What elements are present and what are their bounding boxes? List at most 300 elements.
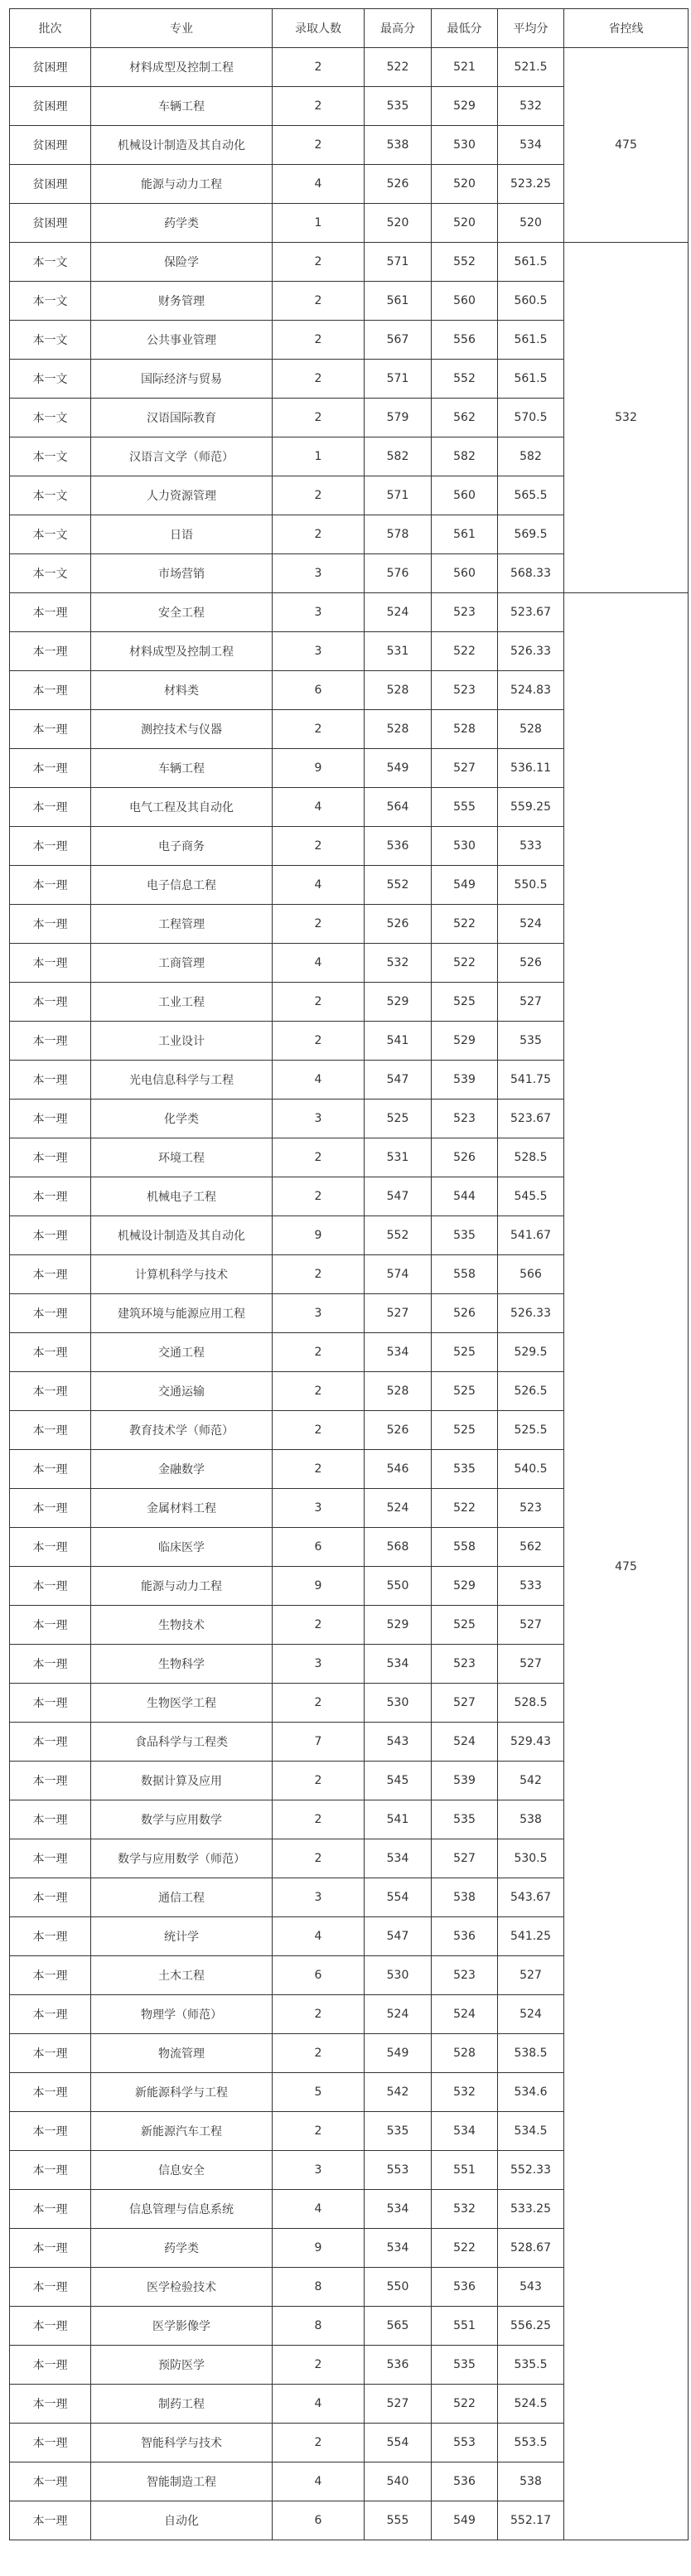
major-cell: 工业设计 bbox=[91, 1022, 273, 1061]
avg-score-cell: 523 bbox=[498, 1489, 564, 1528]
avg-score-cell: 561.5 bbox=[498, 321, 564, 360]
min-score-cell: 528 bbox=[432, 2034, 498, 2073]
count-cell: 3 bbox=[273, 2151, 365, 2190]
min-score-cell: 529 bbox=[432, 1567, 498, 1606]
count-cell: 2 bbox=[273, 2424, 365, 2462]
batch-cell: 本一理 bbox=[10, 2346, 91, 2385]
avg-score-cell: 524.5 bbox=[498, 2385, 564, 2424]
min-score-cell: 562 bbox=[432, 399, 498, 437]
batch-cell: 本一理 bbox=[10, 1645, 91, 1684]
batch-cell: 本一理 bbox=[10, 905, 91, 944]
major-cell: 国际经济与贸易 bbox=[91, 360, 273, 399]
avg-score-cell: 533 bbox=[498, 1567, 564, 1606]
avg-score-cell: 538.5 bbox=[498, 2034, 564, 2073]
min-score-cell: 523 bbox=[432, 671, 498, 710]
avg-score-cell: 528.5 bbox=[498, 1684, 564, 1723]
min-score-cell: 549 bbox=[432, 2501, 498, 2540]
major-cell: 数据计算及应用 bbox=[91, 1762, 273, 1800]
max-score-cell: 534 bbox=[365, 2229, 432, 2268]
batch-cell: 本一文 bbox=[10, 321, 91, 360]
min-score-cell: 553 bbox=[432, 2424, 498, 2462]
batch-cell: 本一理 bbox=[10, 1606, 91, 1645]
avg-score-cell: 521.5 bbox=[498, 48, 564, 87]
batch-cell: 贫困理 bbox=[10, 48, 91, 87]
count-cell: 2 bbox=[273, 476, 365, 515]
batch-cell: 本一理 bbox=[10, 1995, 91, 2034]
max-score-cell: 547 bbox=[365, 1061, 432, 1100]
batch-cell: 本一理 bbox=[10, 1372, 91, 1411]
avg-score-cell: 570.5 bbox=[498, 399, 564, 437]
batch-cell: 本一理 bbox=[10, 710, 91, 749]
avg-score-cell: 526.33 bbox=[498, 632, 564, 671]
max-score-cell: 554 bbox=[365, 1878, 432, 1917]
max-score-cell: 534 bbox=[365, 1333, 432, 1372]
count-cell: 9 bbox=[273, 749, 365, 788]
avg-score-cell: 526 bbox=[498, 944, 564, 983]
min-score-cell: 582 bbox=[432, 437, 498, 476]
avg-score-cell: 542 bbox=[498, 1762, 564, 1800]
batch-cell: 本一理 bbox=[10, 2190, 91, 2229]
max-score-cell: 534 bbox=[365, 1839, 432, 1878]
count-cell: 4 bbox=[273, 2462, 365, 2501]
batch-cell: 本一理 bbox=[10, 1528, 91, 1567]
count-cell: 2 bbox=[273, 1022, 365, 1061]
count-cell: 3 bbox=[273, 1489, 365, 1528]
max-score-cell: 576 bbox=[365, 554, 432, 593]
min-score-cell: 526 bbox=[432, 1138, 498, 1177]
major-cell: 机械设计制造及其自动化 bbox=[91, 126, 273, 165]
min-score-cell: 530 bbox=[432, 126, 498, 165]
max-score-cell: 545 bbox=[365, 1762, 432, 1800]
batch-cell: 本一文 bbox=[10, 360, 91, 399]
min-score-cell: 522 bbox=[432, 944, 498, 983]
major-cell: 信息管理与信息系统 bbox=[91, 2190, 273, 2229]
batch-cell: 本一文 bbox=[10, 243, 91, 282]
avg-score-cell: 527 bbox=[498, 1606, 564, 1645]
batch-cell: 贫困理 bbox=[10, 204, 91, 243]
max-score-cell: 546 bbox=[365, 1450, 432, 1489]
major-cell: 数学与应用数学（师范） bbox=[91, 1839, 273, 1878]
avg-score-cell: 566 bbox=[498, 1255, 564, 1294]
batch-cell: 本一理 bbox=[10, 1684, 91, 1723]
count-cell: 2 bbox=[273, 1372, 365, 1411]
min-score-cell: 535 bbox=[432, 1216, 498, 1255]
count-cell: 4 bbox=[273, 1917, 365, 1956]
batch-cell: 本一理 bbox=[10, 1450, 91, 1489]
count-cell: 4 bbox=[273, 788, 365, 827]
major-cell: 统计学 bbox=[91, 1917, 273, 1956]
max-score-cell: 526 bbox=[365, 165, 432, 204]
min-score-cell: 551 bbox=[432, 2151, 498, 2190]
count-cell: 2 bbox=[273, 1255, 365, 1294]
avg-score-cell: 535 bbox=[498, 1022, 564, 1061]
max-score-cell: 564 bbox=[365, 788, 432, 827]
batch-cell: 本一理 bbox=[10, 1022, 91, 1061]
major-cell: 工业工程 bbox=[91, 983, 273, 1022]
count-cell: 2 bbox=[273, 282, 365, 321]
avg-score-cell: 533.25 bbox=[498, 2190, 564, 2229]
min-score-cell: 538 bbox=[432, 1878, 498, 1917]
avg-score-cell: 541.25 bbox=[498, 1917, 564, 1956]
max-score-cell: 529 bbox=[365, 1606, 432, 1645]
max-score-cell: 568 bbox=[365, 1528, 432, 1567]
avg-score-cell: 538 bbox=[498, 1800, 564, 1839]
batch-cell: 本一理 bbox=[10, 2073, 91, 2112]
max-score-cell: 547 bbox=[365, 1917, 432, 1956]
avg-score-cell: 550.5 bbox=[498, 866, 564, 905]
count-cell: 2 bbox=[273, 710, 365, 749]
count-cell: 4 bbox=[273, 944, 365, 983]
max-score-cell: 547 bbox=[365, 1177, 432, 1216]
avg-score-cell: 561.5 bbox=[498, 243, 564, 282]
major-cell: 电子商务 bbox=[91, 827, 273, 866]
min-score-cell: 552 bbox=[432, 360, 498, 399]
max-score-cell: 579 bbox=[365, 399, 432, 437]
batch-cell: 本一理 bbox=[10, 944, 91, 983]
batch-cell: 本一理 bbox=[10, 788, 91, 827]
header-batch: 批次 bbox=[10, 9, 91, 48]
max-score-cell: 534 bbox=[365, 1645, 432, 1684]
count-cell: 2 bbox=[273, 1411, 365, 1450]
max-score-cell: 529 bbox=[365, 983, 432, 1022]
major-cell: 物理学（师范） bbox=[91, 1995, 273, 2034]
avg-score-cell: 543.67 bbox=[498, 1878, 564, 1917]
max-score-cell: 567 bbox=[365, 321, 432, 360]
count-cell: 2 bbox=[273, 2034, 365, 2073]
count-cell: 2 bbox=[273, 2112, 365, 2151]
batch-cell: 本一理 bbox=[10, 1956, 91, 1995]
avg-score-cell: 565.5 bbox=[498, 476, 564, 515]
count-cell: 9 bbox=[273, 1567, 365, 1606]
avg-score-cell: 526.5 bbox=[498, 1372, 564, 1411]
count-cell: 3 bbox=[273, 1645, 365, 1684]
min-score-cell: 525 bbox=[432, 983, 498, 1022]
major-cell: 自动化 bbox=[91, 2501, 273, 2540]
count-cell: 6 bbox=[273, 1528, 365, 1567]
min-score-cell: 520 bbox=[432, 204, 498, 243]
avg-score-cell: 562 bbox=[498, 1528, 564, 1567]
avg-score-cell: 524 bbox=[498, 1995, 564, 2034]
avg-score-cell: 568.33 bbox=[498, 554, 564, 593]
header-min-score: 最低分 bbox=[432, 9, 498, 48]
major-cell: 工商管理 bbox=[91, 944, 273, 983]
min-score-cell: 527 bbox=[432, 1839, 498, 1878]
max-score-cell: 550 bbox=[365, 1567, 432, 1606]
count-cell: 2 bbox=[273, 126, 365, 165]
avg-score-cell: 561.5 bbox=[498, 360, 564, 399]
count-cell: 1 bbox=[273, 437, 365, 476]
min-score-cell: 530 bbox=[432, 827, 498, 866]
major-cell: 制药工程 bbox=[91, 2385, 273, 2424]
major-cell: 数学与应用数学 bbox=[91, 1800, 273, 1839]
min-score-cell: 532 bbox=[432, 2073, 498, 2112]
batch-cell: 本一理 bbox=[10, 2112, 91, 2151]
avg-score-cell: 560.5 bbox=[498, 282, 564, 321]
min-score-cell: 560 bbox=[432, 476, 498, 515]
major-cell: 汉语国际教育 bbox=[91, 399, 273, 437]
max-score-cell: 524 bbox=[365, 593, 432, 632]
avg-score-cell: 552.17 bbox=[498, 2501, 564, 2540]
count-cell: 2 bbox=[273, 1138, 365, 1177]
batch-cell: 本一理 bbox=[10, 1255, 91, 1294]
min-score-cell: 529 bbox=[432, 1022, 498, 1061]
batch-cell: 本一理 bbox=[10, 1177, 91, 1216]
max-score-cell: 541 bbox=[365, 1022, 432, 1061]
count-cell: 2 bbox=[273, 360, 365, 399]
max-score-cell: 527 bbox=[365, 1294, 432, 1333]
max-score-cell: 543 bbox=[365, 1723, 432, 1762]
max-score-cell: 524 bbox=[365, 1995, 432, 2034]
avg-score-cell: 525.5 bbox=[498, 1411, 564, 1450]
count-cell: 2 bbox=[273, 1450, 365, 1489]
avg-score-cell: 538 bbox=[498, 2462, 564, 2501]
major-cell: 建筑环境与能源应用工程 bbox=[91, 1294, 273, 1333]
count-cell: 2 bbox=[273, 905, 365, 944]
count-cell: 2 bbox=[273, 983, 365, 1022]
max-score-cell: 536 bbox=[365, 2346, 432, 2385]
count-cell: 2 bbox=[273, 1800, 365, 1839]
min-score-cell: 522 bbox=[432, 632, 498, 671]
batch-cell: 本一理 bbox=[10, 1839, 91, 1878]
batch-cell: 本一文 bbox=[10, 515, 91, 554]
max-score-cell: 532 bbox=[365, 944, 432, 983]
major-cell: 新能源科学与工程 bbox=[91, 2073, 273, 2112]
major-cell: 生物医学工程 bbox=[91, 1684, 273, 1723]
avg-score-cell: 535.5 bbox=[498, 2346, 564, 2385]
batch-cell: 本一理 bbox=[10, 2151, 91, 2190]
batch-cell: 本一理 bbox=[10, 983, 91, 1022]
avg-score-cell: 534.6 bbox=[498, 2073, 564, 2112]
avg-score-cell: 530.5 bbox=[498, 1839, 564, 1878]
count-cell: 8 bbox=[273, 2268, 365, 2307]
count-cell: 2 bbox=[273, 87, 365, 126]
major-cell: 预防医学 bbox=[91, 2346, 273, 2385]
min-score-cell: 544 bbox=[432, 1177, 498, 1216]
batch-cell: 本一文 bbox=[10, 282, 91, 321]
avg-score-cell: 559.25 bbox=[498, 788, 564, 827]
count-cell: 6 bbox=[273, 671, 365, 710]
min-score-cell: 551 bbox=[432, 2307, 498, 2346]
major-cell: 医学检验技术 bbox=[91, 2268, 273, 2307]
min-score-cell: 525 bbox=[432, 1411, 498, 1450]
max-score-cell: 550 bbox=[365, 2268, 432, 2307]
max-score-cell: 535 bbox=[365, 2112, 432, 2151]
major-cell: 药学类 bbox=[91, 2229, 273, 2268]
header-major: 专业 bbox=[91, 9, 273, 48]
count-cell: 2 bbox=[273, 1684, 365, 1723]
count-cell: 6 bbox=[273, 2501, 365, 2540]
max-score-cell: 536 bbox=[365, 827, 432, 866]
min-score-cell: 556 bbox=[432, 321, 498, 360]
max-score-cell: 553 bbox=[365, 2151, 432, 2190]
major-cell: 能源与动力工程 bbox=[91, 165, 273, 204]
major-cell: 公共事业管理 bbox=[91, 321, 273, 360]
max-score-cell: 542 bbox=[365, 2073, 432, 2112]
major-cell: 测控技术与仪器 bbox=[91, 710, 273, 749]
max-score-cell: 549 bbox=[365, 2034, 432, 2073]
max-score-cell: 526 bbox=[365, 905, 432, 944]
avg-score-cell: 543 bbox=[498, 2268, 564, 2307]
max-score-cell: 528 bbox=[365, 671, 432, 710]
batch-cell: 本一理 bbox=[10, 2229, 91, 2268]
major-cell: 金融数学 bbox=[91, 1450, 273, 1489]
major-cell: 机械电子工程 bbox=[91, 1177, 273, 1216]
min-score-cell: 522 bbox=[432, 2229, 498, 2268]
min-score-cell: 523 bbox=[432, 1645, 498, 1684]
batch-cell: 本一理 bbox=[10, 1100, 91, 1138]
major-cell: 生物科学 bbox=[91, 1645, 273, 1684]
min-score-cell: 523 bbox=[432, 1100, 498, 1138]
max-score-cell: 531 bbox=[365, 632, 432, 671]
avg-score-cell: 541.67 bbox=[498, 1216, 564, 1255]
max-score-cell: 525 bbox=[365, 1100, 432, 1138]
major-cell: 智能制造工程 bbox=[91, 2462, 273, 2501]
max-score-cell: 549 bbox=[365, 749, 432, 788]
major-cell: 市场营销 bbox=[91, 554, 273, 593]
batch-cell: 本一理 bbox=[10, 1878, 91, 1917]
batch-cell: 本一理 bbox=[10, 671, 91, 710]
major-cell: 电子信息工程 bbox=[91, 866, 273, 905]
max-score-cell: 530 bbox=[365, 1956, 432, 1995]
max-score-cell: 552 bbox=[365, 1216, 432, 1255]
major-cell: 智能科学与技术 bbox=[91, 2424, 273, 2462]
control-line-cell: 532 bbox=[564, 243, 689, 593]
max-score-cell: 528 bbox=[365, 1372, 432, 1411]
batch-cell: 本一理 bbox=[10, 1567, 91, 1606]
min-score-cell: 539 bbox=[432, 1762, 498, 1800]
batch-cell: 本一文 bbox=[10, 437, 91, 476]
avg-score-cell: 523.67 bbox=[498, 1100, 564, 1138]
major-cell: 机械设计制造及其自动化 bbox=[91, 1216, 273, 1255]
batch-cell: 贫困理 bbox=[10, 126, 91, 165]
major-cell: 材料类 bbox=[91, 671, 273, 710]
major-cell: 通信工程 bbox=[91, 1878, 273, 1917]
header-max-score: 最高分 bbox=[365, 9, 432, 48]
min-score-cell: 536 bbox=[432, 1917, 498, 1956]
major-cell: 环境工程 bbox=[91, 1138, 273, 1177]
count-cell: 3 bbox=[273, 1878, 365, 1917]
avg-score-cell: 528.67 bbox=[498, 2229, 564, 2268]
batch-cell: 本一文 bbox=[10, 476, 91, 515]
max-score-cell: 524 bbox=[365, 1489, 432, 1528]
min-score-cell: 524 bbox=[432, 1995, 498, 2034]
min-score-cell: 536 bbox=[432, 2462, 498, 2501]
count-cell: 3 bbox=[273, 593, 365, 632]
avg-score-cell: 527 bbox=[498, 1645, 564, 1684]
min-score-cell: 524 bbox=[432, 1723, 498, 1762]
max-score-cell: 526 bbox=[365, 1411, 432, 1450]
count-cell: 3 bbox=[273, 632, 365, 671]
avg-score-cell: 520 bbox=[498, 204, 564, 243]
major-cell: 计算机科学与技术 bbox=[91, 1255, 273, 1294]
avg-score-cell: 529.5 bbox=[498, 1333, 564, 1372]
count-cell: 2 bbox=[273, 399, 365, 437]
batch-cell: 本一理 bbox=[10, 827, 91, 866]
batch-cell: 本一理 bbox=[10, 1061, 91, 1100]
count-cell: 4 bbox=[273, 2190, 365, 2229]
avg-score-cell: 536.11 bbox=[498, 749, 564, 788]
major-cell: 电气工程及其自动化 bbox=[91, 788, 273, 827]
avg-score-cell: 523.67 bbox=[498, 593, 564, 632]
min-score-cell: 560 bbox=[432, 554, 498, 593]
max-score-cell: 578 bbox=[365, 515, 432, 554]
avg-score-cell: 534 bbox=[498, 126, 564, 165]
avg-score-cell: 534.5 bbox=[498, 2112, 564, 2151]
count-cell: 4 bbox=[273, 2385, 365, 2424]
count-cell: 9 bbox=[273, 1216, 365, 1255]
count-cell: 2 bbox=[273, 321, 365, 360]
min-score-cell: 549 bbox=[432, 866, 498, 905]
max-score-cell: 531 bbox=[365, 1138, 432, 1177]
min-score-cell: 525 bbox=[432, 1372, 498, 1411]
min-score-cell: 558 bbox=[432, 1528, 498, 1567]
avg-score-cell: 524.83 bbox=[498, 671, 564, 710]
table-row bbox=[10, 48, 689, 87]
min-score-cell: 522 bbox=[432, 1489, 498, 1528]
avg-score-cell: 556.25 bbox=[498, 2307, 564, 2346]
count-cell: 2 bbox=[273, 1606, 365, 1645]
max-score-cell: 540 bbox=[365, 2462, 432, 2501]
max-score-cell: 571 bbox=[365, 476, 432, 515]
batch-cell: 本一理 bbox=[10, 1294, 91, 1333]
min-score-cell: 523 bbox=[432, 1956, 498, 1995]
min-score-cell: 521 bbox=[432, 48, 498, 87]
max-score-cell: 574 bbox=[365, 1255, 432, 1294]
batch-cell: 本一理 bbox=[10, 1489, 91, 1528]
avg-score-cell: 553.5 bbox=[498, 2424, 564, 2462]
count-cell: 9 bbox=[273, 2229, 365, 2268]
min-score-cell: 527 bbox=[432, 749, 498, 788]
batch-cell: 本一理 bbox=[10, 593, 91, 632]
batch-cell: 贫困理 bbox=[10, 87, 91, 126]
max-score-cell: 534 bbox=[365, 2190, 432, 2229]
major-cell: 物流管理 bbox=[91, 2034, 273, 2073]
major-cell: 临床医学 bbox=[91, 1528, 273, 1567]
min-score-cell: 539 bbox=[432, 1061, 498, 1100]
count-cell: 4 bbox=[273, 1061, 365, 1100]
count-cell: 2 bbox=[273, 2346, 365, 2385]
avg-score-cell: 527 bbox=[498, 1956, 564, 1995]
control-line-cell: 475 bbox=[564, 48, 689, 243]
max-score-cell: 520 bbox=[365, 204, 432, 243]
count-cell: 8 bbox=[273, 2307, 365, 2346]
header-control-line: 省控线 bbox=[564, 9, 689, 48]
major-cell: 土木工程 bbox=[91, 1956, 273, 1995]
batch-cell: 本一理 bbox=[10, 1762, 91, 1800]
count-cell: 2 bbox=[273, 1839, 365, 1878]
avg-score-cell: 540.5 bbox=[498, 1450, 564, 1489]
count-cell: 2 bbox=[273, 1333, 365, 1372]
avg-score-cell: 523.25 bbox=[498, 165, 564, 204]
count-cell: 7 bbox=[273, 1723, 365, 1762]
max-score-cell: 582 bbox=[365, 437, 432, 476]
count-cell: 1 bbox=[273, 204, 365, 243]
table-header bbox=[10, 9, 689, 48]
max-score-cell: 530 bbox=[365, 1684, 432, 1723]
major-cell: 医学影像学 bbox=[91, 2307, 273, 2346]
avg-score-cell: 532 bbox=[498, 87, 564, 126]
max-score-cell: 527 bbox=[365, 2385, 432, 2424]
major-cell: 食品科学与工程类 bbox=[91, 1723, 273, 1762]
major-cell: 保险学 bbox=[91, 243, 273, 282]
batch-cell: 本一文 bbox=[10, 554, 91, 593]
min-score-cell: 536 bbox=[432, 2268, 498, 2307]
header-count: 录取人数 bbox=[273, 9, 365, 48]
count-cell: 3 bbox=[273, 1100, 365, 1138]
max-score-cell: 538 bbox=[365, 126, 432, 165]
major-cell: 日语 bbox=[91, 515, 273, 554]
major-cell: 光电信息科学与工程 bbox=[91, 1061, 273, 1100]
